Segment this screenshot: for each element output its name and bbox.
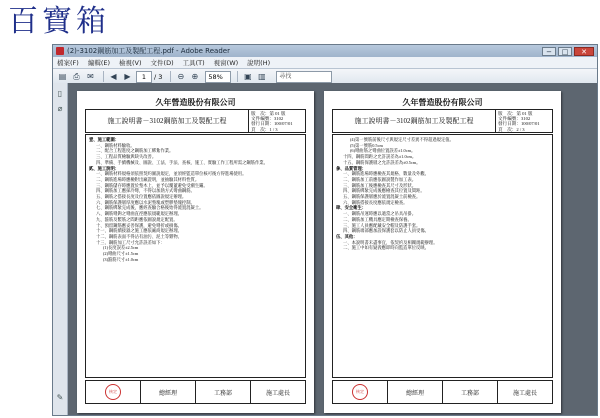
doc-body [332, 134, 553, 378]
doc-line: 參、品質管理： [336, 165, 367, 171]
doc-line: 四、準備、手續機械及、圖說、工法、手法、查核、施工、實驗工作工程所需之鋼筋作業。 [96, 159, 268, 165]
doc-title: 施工說明書－3102鋼筋加工及製配工程 [86, 110, 249, 132]
toolbar-divider [237, 71, 238, 82]
zoom-out-icon[interactable]: ⊖ [177, 72, 185, 81]
sign-engineering: 工務部 [443, 381, 498, 403]
doc-line: 十二、鋼筋表面不得沾有油污、泥土等雜物。 [96, 233, 182, 239]
meta-doc-number: 文件編號：3102 [251, 116, 284, 122]
meta-page: 頁 次：1 / 3 [251, 126, 278, 132]
menu-document[interactable]: 文件(D) [150, 59, 174, 67]
stamp-cell [333, 381, 388, 403]
close-button[interactable]: ✕ [574, 47, 594, 56]
doc-line: 貳、施工說明： [89, 165, 120, 171]
meta-version: 版 次：第 01 版 [498, 111, 533, 116]
title-bar [53, 45, 597, 57]
fit-page-icon[interactable]: ▣ [244, 72, 252, 81]
doc-line: 壹、施工範圍： [89, 137, 120, 142]
menu-window[interactable]: 視窗(W) [213, 59, 239, 67]
comment-icon[interactable]: ✎ [56, 393, 64, 402]
company-name: 久年營造股份有限公司 [155, 98, 236, 107]
menu-tools[interactable]: 工具(T) [182, 59, 205, 67]
sign-gm: 總經理 [141, 381, 196, 403]
attachment-icon[interactable]: ⌀ [57, 104, 63, 113]
meta-issue-date: 發行日期：100/07/01 [251, 121, 293, 127]
sign-site-director: 施工處長 [265, 390, 290, 397]
prev-page-icon[interactable]: ◀ [110, 72, 117, 81]
approval-stamp: 核定 [105, 384, 121, 400]
navigation-panel [53, 83, 68, 415]
doc-header [85, 109, 306, 133]
company-name: 久年營造股份有限公司 [402, 98, 483, 107]
print-icon[interactable]: ⎙ [73, 71, 80, 81]
doc-line: 四、鋼筋綁紮完成後應檢查其位置及間距。 [343, 188, 425, 194]
zoom-select[interactable]: 58% [205, 71, 231, 83]
doc-line: (2)彎曲尺寸±1.5cm [103, 251, 139, 257]
doc-line: (3)箍筋尺寸±1.0cm [103, 256, 139, 262]
doc-line: 十四、鋼筋間距之允許誤差為±1.0cm。 [343, 154, 417, 160]
doc-line: 九、箍筋及繫筋之間距應依圖說規定配置。 [96, 216, 178, 222]
meta-page: 頁 次：2 / 3 [498, 126, 525, 132]
doc-title: 施工說明書－3102鋼筋加工及製配工程 [333, 110, 496, 132]
sign-engineering: 工務部 [196, 381, 251, 403]
doc-line: 四、鋼筋端部應加設保護套以防止人員受傷。 [343, 228, 429, 234]
email-icon[interactable]: ✉ [87, 72, 94, 81]
toolbar-divider [170, 71, 171, 82]
meta-doc-number: 文件編號：3102 [498, 116, 531, 122]
doc-line: 八、鋼筋彎鉤之彎曲直徑應依規範規定辦理。 [96, 211, 182, 217]
doc-line: 三、工程品質檢驗與缺失改善。 [96, 154, 157, 160]
doc-line: (1)長度誤差±2.5cm [103, 245, 139, 251]
sign-gm: 總經理 [388, 381, 443, 403]
meta-version: 版 次：第 01 版 [251, 111, 286, 116]
doc-line: 七、鋼筋綁紮完成後，應經查驗合格後始得澆置混凝土。 [96, 205, 204, 211]
pdf-page-left [77, 91, 314, 413]
zoom-in-icon[interactable]: ⊕ [191, 72, 199, 81]
doc-meta [496, 110, 552, 132]
doc-line: 伍、其他： [336, 233, 358, 239]
doc-body [85, 134, 306, 378]
doc-line: 二、配合工程進度之鋼筋加工綁紮作業。 [96, 148, 174, 154]
doc-line: 肆、安全衛生： [336, 205, 367, 211]
doc-meta [249, 110, 305, 132]
doc-line: 一、本說明書未盡事宜，依契約及相關規範辦理。 [343, 239, 438, 245]
window-title: (2)-3102鋼筋加工及製配工程.pdf - Adobe Reader [67, 47, 230, 55]
signature-row [85, 380, 306, 404]
doc-line: 二、鋼筋進場時應檢附出廠證明，並抽驗其材料性質。 [96, 176, 200, 182]
page-total: / 3 [154, 72, 163, 81]
sign-site-director: 施工處長 [512, 390, 537, 397]
menu-file[interactable]: 檔案(F) [57, 59, 79, 67]
doc-line: 二、鋼筋加工機具應定期檢查保養。 [343, 216, 412, 222]
document-viewer[interactable] [68, 83, 597, 415]
meta-issue-date: 發行日期：100/07/01 [498, 121, 540, 127]
doc-line: 十五、鋼筋保護層之允許誤差為±0.5cm。 [343, 159, 421, 165]
doc-line: 十三、鋼筋加工尺寸允許誤差如下： [96, 239, 165, 245]
pages-icon[interactable]: ▯ [57, 89, 63, 98]
adobe-reader-window [52, 44, 598, 416]
approval-stamp: 核定 [352, 384, 368, 400]
fit-width-icon[interactable]: ▥ [258, 72, 266, 81]
doc-line: 十一、鋼筋續接器之施工應依廠商規定辦理。 [96, 228, 182, 234]
doc-line: 一、鋼筋材料驗收。 [96, 142, 135, 148]
menu-help[interactable]: 說明(H) [247, 59, 271, 67]
doc-line: 六、鋼筋保護層厚度應以水泥墊塊或塑膠墊塊控制。 [96, 199, 195, 205]
page-number-input[interactable]: 1 [136, 71, 152, 83]
doc-line: 二、鋼筋加工前應依圖說製作加工表。 [343, 176, 417, 182]
brand-title: 百寶箱 [8, 4, 110, 39]
doc-line: (6)彎曲筋之彎曲位置誤差±1.0cm。 [350, 148, 416, 154]
doc-line: (5)第一號筋0.5cm [350, 142, 383, 148]
find-input[interactable]: 尋找 [276, 71, 332, 83]
stamp-cell [86, 381, 141, 403]
doc-line: 六、鋼筋搭接長度應依規定檢查。 [343, 199, 408, 205]
doc-line: 三、施工人員應配戴安全帽及防護手套。 [343, 222, 421, 228]
doc-header [332, 109, 553, 133]
maximize-button[interactable]: □ [558, 47, 572, 56]
toolbar-divider [103, 71, 104, 82]
adobe-reader-icon [56, 47, 64, 55]
doc-line: 四、鋼筋加工應採冷彎，不得以加熱方式彎曲鋼筋。 [96, 188, 195, 194]
doc-line: 二、施工中如有疑義應即時向監造單位反映。 [343, 245, 429, 251]
signature-row [332, 380, 553, 404]
doc-line: 十、預留鋼筋應妥善保護，避免彎折或損傷。 [96, 222, 182, 228]
doc-line: 三、鋼筋加工後應檢查其尺寸及形狀。 [343, 182, 417, 188]
doc-line: 一、鋼筋進場時應檢查其規格、數量及外觀。 [343, 171, 429, 177]
pdf-page-right [324, 91, 561, 413]
open-icon[interactable]: ▤ [58, 72, 67, 81]
doc-line: 一、鋼筋材料規格須依照契約圖說規定，並須經監造單位核可後方得進場使用。 [96, 171, 247, 177]
menu-edit[interactable]: 編輯(E) [87, 59, 110, 67]
doc-line: 一、鋼筋吊運時應以適當之吊具吊掛。 [343, 211, 417, 217]
doc-line: 五、鋼筋之搭接長度及位置應依圖說規定辦理。 [96, 194, 187, 200]
doc-line: 五、鋼筋保護層應於澆置混凝土前檢查。 [343, 194, 421, 200]
next-page-icon[interactable]: ▶ [124, 72, 131, 81]
doc-line: 三、鋼筋儲存時應置於墊木上，並予以覆蓋避免受潮生鏽。 [96, 182, 208, 188]
doc-line: (4)第一號筋前後尺寸與規定尺寸差異不得超過規定值。 [350, 137, 454, 142]
minimize-button[interactable]: − [542, 47, 556, 56]
menu-view[interactable]: 檢視(V) [119, 59, 142, 67]
menu-bar [53, 57, 597, 69]
